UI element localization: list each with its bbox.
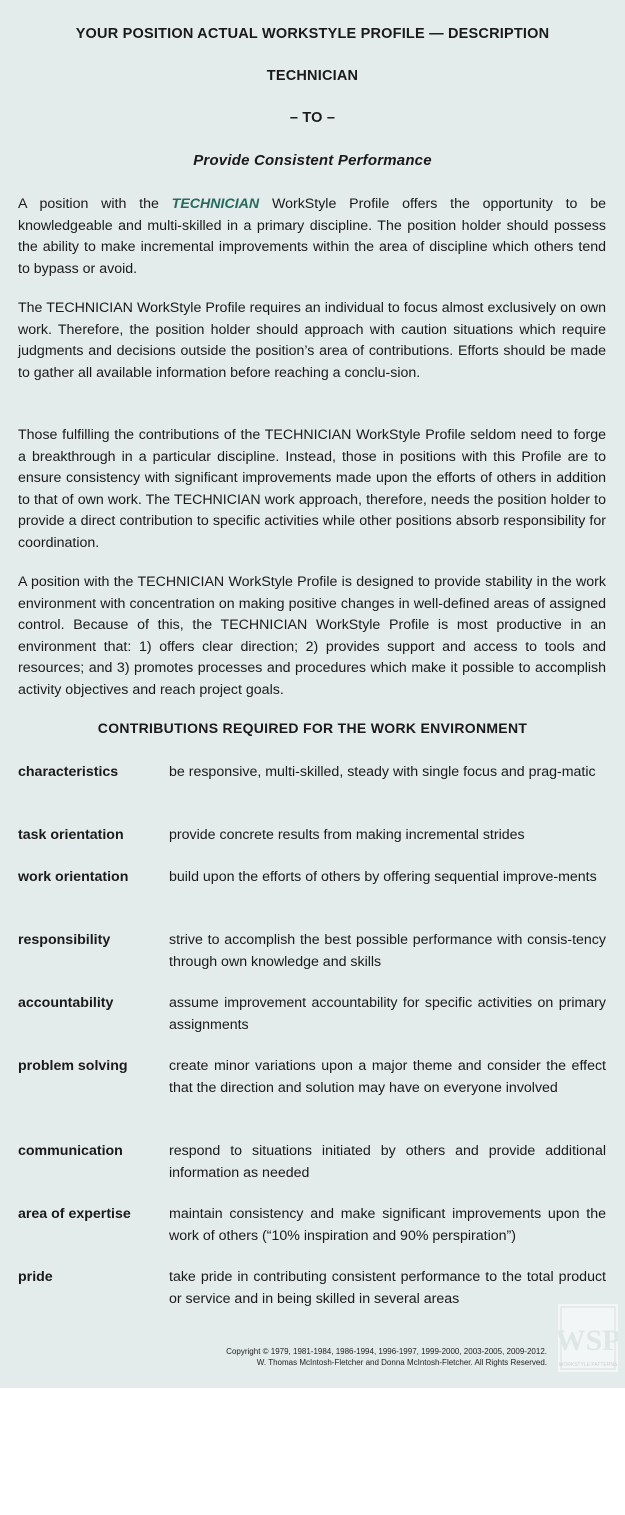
page-title: YOUR POSITION ACTUAL WORKSTYLE PROFILE — DESCRIPTION	[75, 26, 550, 42]
logo-subtext: WORKSTYLE PATTERNS	[558, 1362, 618, 1368]
copyright-line-2: W. Thomas McIntosh-Fletcher and Donna McIntosh-Fletcher. All Rights Reserved.	[256, 1357, 547, 1367]
paragraph-intro-start: A position with the	[18, 196, 172, 212]
contribution-term: area of expertise	[18, 1206, 131, 1222]
contribution-term: characteristics	[18, 764, 119, 780]
profile-highlight: TECHNICIAN	[171, 196, 260, 212]
paragraph-intro-rest: WorkStyle Profile offers the opportunity to be knowledgeable and multi-skilled in a primary discipline. The position holder should possess the ability to make incremental improvements within the area of discipline which others tend to bypass or avoid.	[18, 196, 606, 277]
contribution-term: task orientation	[18, 827, 124, 843]
contribution-desc: build upon the efforts of others by offering sequential improve-ments	[169, 869, 597, 885]
paragraph-contributions: Those fulfilling the contributions of the TECHNICIAN WorkStyle Profile seldom need to forge a breakthrough in a particular discipline. Instead, those in positions with this Profile are to ensure consistency with significant improvements made upon the efforts of others in addition to that of own work. The TECHNICIAN work approach, therefore, needs the position holder to provide a direct contribution to specific activities while other positions absorb responsibility for coordination.	[18, 427, 606, 551]
contribution-desc: create minor variations upon a major theme and consider the effect that the direction and solution may have on everyone involved	[169, 1058, 606, 1096]
contributions-heading: CONTRIBUTIONS REQUIRED FOR THE WORK ENVIRONMENT	[97, 720, 528, 736]
wsp-logo	[558, 1304, 618, 1372]
copyright-line-1: Copyright © 1979, 1981-1984, 1986-1994, 1996-1997, 1999-2000, 2003-2005, 2009-2012.	[226, 1347, 547, 1356]
profile-name: TECHNICIAN	[266, 68, 359, 84]
contribution-term: communication	[18, 1143, 123, 1159]
contribution-term: problem solving	[18, 1058, 128, 1074]
contribution-term: pride	[18, 1269, 53, 1285]
contribution-desc: respond to situations initiated by others and provide additional information as needed	[169, 1143, 606, 1181]
contribution-term: accountability	[18, 995, 114, 1011]
paragraph-focus: The TECHNICIAN WorkStyle Profile requires an individual to focus almost exclusively on own work. Therefore, the position holder should approach with caution situations which require judgments and decisions outside the position’s area of contributions. Efforts should be made to gather all available information before reaching a conclu-sion.	[18, 300, 606, 381]
contribution-desc: be responsive, multi-skilled, steady with single focus and prag-matic	[169, 764, 596, 780]
contribution-desc: maintain consistency and make significant improvements upon the work of others (“10% inspiration and 90% perspiration”)	[169, 1206, 606, 1244]
contribution-desc: take pride in contributing consistent performance to the total product or service and in being skilled in several areas	[169, 1269, 606, 1307]
paragraph-intro	[18, 194, 606, 280]
copyright-notice	[226, 1347, 547, 1368]
contribution-term: responsibility	[18, 932, 111, 948]
contribution-desc: provide concrete results from making incremental strides	[169, 827, 525, 843]
profile-goal: Provide Consistent Performance	[193, 152, 432, 169]
contribution-desc: assume improvement accountability for specific activities on primary assignments	[169, 995, 606, 1033]
logo-mark-text: WSP	[558, 1324, 618, 1357]
paragraph-environment: A position with the TECHNICIAN WorkStyle Profile is designed to provide stability in the work environment with concentration on making positive changes in well-defined areas of assigned control. Because of this, the TECHNICIAN WorkStyle Profile is most productive in an environment that: 1) offers clear direction; 2) provides support and access to tools and resources; and 3) promotes processes and procedures which make it possible to accomplish activity objectives and reach project goals.	[18, 574, 606, 698]
contribution-term: work orientation	[18, 869, 129, 885]
contribution-desc: strive to accomplish the best possible performance with consis-tency through own knowledge and skills	[169, 932, 606, 970]
wsp-logo-graphic	[558, 1304, 618, 1372]
connector-text: – TO –	[289, 110, 336, 126]
